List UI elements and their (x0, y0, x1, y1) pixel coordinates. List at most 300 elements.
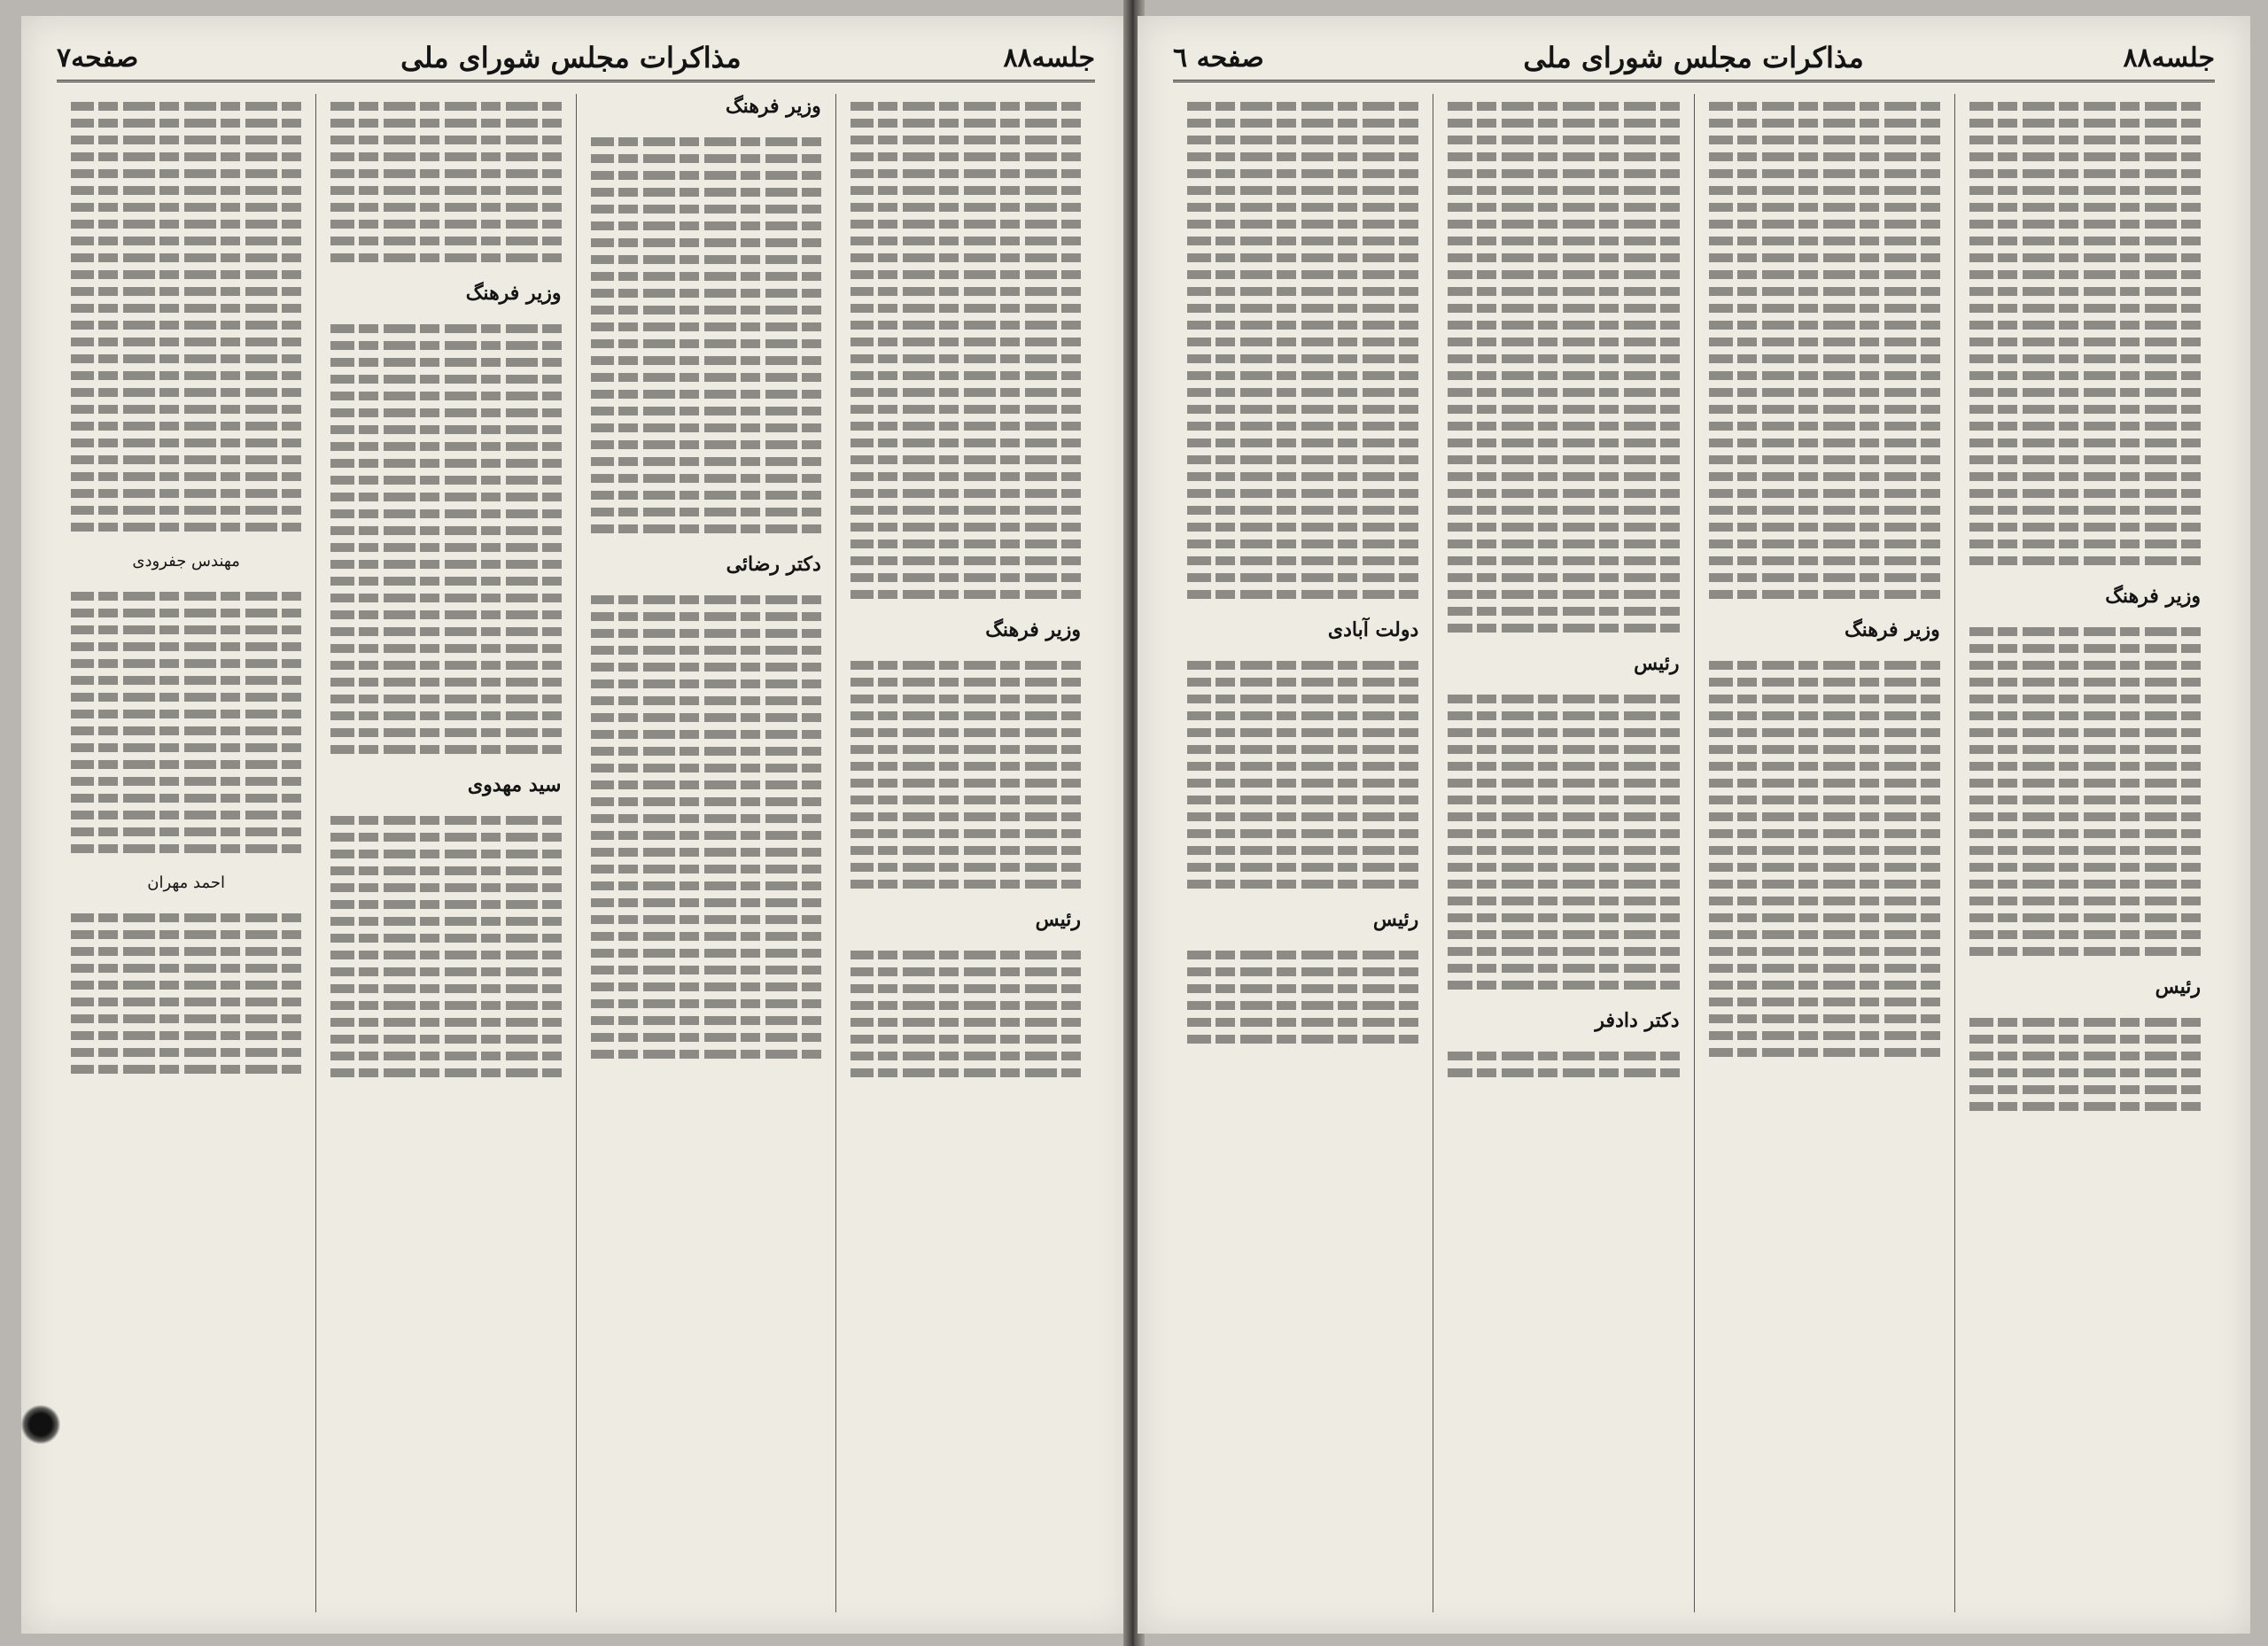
illegible-text-line (1709, 506, 1940, 515)
illegible-text-line (71, 844, 301, 853)
illegible-text-line (1709, 540, 1940, 548)
text-columns (57, 94, 1095, 1612)
illegible-text-line (591, 457, 821, 466)
illegible-text-line (1448, 728, 1679, 737)
illegible-text-line (1709, 354, 1940, 363)
illegible-text-line (1969, 439, 2201, 447)
illegible-text-line (330, 678, 561, 687)
illegible-text-line (1187, 678, 1418, 687)
illegible-text-line (850, 321, 1081, 330)
page-number: صفحه ٦ (1173, 42, 1264, 74)
illegible-text-line (1709, 304, 1940, 313)
illegible-text-line (330, 543, 561, 552)
illegible-text-line (850, 169, 1081, 178)
paragraph (850, 653, 1081, 897)
illegible-text-line (330, 627, 561, 636)
illegible-text-line (1969, 863, 2201, 872)
illegible-text-line (1969, 220, 2201, 229)
illegible-text-line (1187, 796, 1418, 804)
illegible-text-line (850, 287, 1081, 296)
illegible-text-line (1969, 745, 2201, 754)
illegible-text-line (1969, 711, 2201, 720)
illegible-text-line (1709, 321, 1940, 330)
illegible-text-line (71, 642, 301, 651)
illegible-text-line (1709, 661, 1940, 670)
illegible-text-line (850, 152, 1081, 161)
illegible-text-line (850, 678, 1081, 687)
illegible-text-line (330, 951, 561, 959)
illegible-text-line (850, 1001, 1081, 1010)
illegible-text-line (330, 203, 561, 212)
illegible-text-line (591, 646, 821, 655)
illegible-text-line (1709, 1031, 1940, 1040)
illegible-text-line (71, 981, 301, 990)
illegible-text-line (591, 831, 821, 840)
illegible-text-line (1448, 1052, 1679, 1060)
illegible-text-line (71, 287, 301, 296)
illegible-text-line (591, 679, 821, 688)
illegible-text-line (330, 984, 561, 993)
illegible-text-line (330, 1068, 561, 1077)
illegible-text-line (330, 119, 561, 128)
illegible-text-line (1448, 1068, 1679, 1077)
session-number: جلسه۸۸ (1003, 42, 1095, 74)
illegible-text-line (591, 949, 821, 958)
illegible-text-line (850, 762, 1081, 771)
illegible-text-line (1187, 304, 1418, 313)
illegible-text-line (1448, 371, 1679, 380)
illegible-text-line (71, 270, 301, 279)
illegible-text-line (1709, 998, 1940, 1006)
illegible-text-line (1448, 573, 1679, 582)
illegible-text-line (1448, 455, 1679, 464)
illegible-text-line (71, 693, 301, 702)
illegible-text-line (591, 848, 821, 857)
illegible-text-line (591, 696, 821, 705)
illegible-text-line (591, 508, 821, 516)
illegible-text-line (850, 371, 1081, 380)
illegible-text-line (850, 506, 1081, 515)
illegible-text-line (1448, 711, 1679, 720)
illegible-text-line (591, 238, 821, 247)
illegible-text-line (1969, 1085, 2201, 1094)
paragraph (1448, 687, 1679, 998)
illegible-text-line (850, 354, 1081, 363)
illegible-text-line (330, 900, 561, 909)
speaker-name: دکتر رضائی (726, 553, 821, 576)
illegible-text-line (591, 356, 821, 365)
speaker-name: وزیر فرهنگ (985, 618, 1081, 641)
illegible-text-line (1448, 981, 1679, 990)
illegible-text-line (1709, 779, 1940, 788)
illegible-text-line (330, 237, 561, 245)
illegible-text-line (850, 863, 1081, 872)
illegible-text-line (1448, 169, 1679, 178)
illegible-text-line (1709, 964, 1940, 973)
illegible-text-line (1709, 422, 1940, 431)
illegible-text-line (591, 1050, 821, 1059)
illegible-text-line (1969, 472, 2201, 481)
illegible-text-line (1709, 590, 1940, 599)
illegible-text-line (591, 966, 821, 974)
paragraph (330, 94, 561, 270)
illegible-text-line (850, 1018, 1081, 1027)
signature-line: احمد مهران (147, 873, 226, 892)
illegible-text-line (1187, 711, 1418, 720)
paragraph (1969, 1010, 2201, 1119)
illegible-text-line (591, 797, 821, 806)
illegible-text-line (1709, 152, 1940, 161)
illegible-text-line (850, 880, 1081, 889)
paragraph (850, 943, 1081, 1085)
illegible-text-line (71, 152, 301, 161)
illegible-text-line (71, 388, 301, 397)
illegible-text-line (591, 982, 821, 991)
illegible-text-line (1709, 455, 1940, 464)
page-header (57, 35, 1095, 82)
paragraph (330, 808, 561, 1085)
illegible-text-line (591, 915, 821, 924)
illegible-text-line (330, 1035, 561, 1044)
illegible-text-line (1969, 287, 2201, 296)
illegible-text-line (1969, 627, 2201, 636)
illegible-text-line (1969, 102, 2201, 111)
illegible-text-line (1448, 964, 1679, 973)
illegible-text-line (1969, 1102, 2201, 1111)
illegible-text-line (71, 998, 301, 1006)
illegible-text-line (591, 881, 821, 890)
illegible-text-line (71, 321, 301, 330)
illegible-text-line (330, 526, 561, 535)
speaker-name: رئیس (1634, 652, 1680, 675)
page-header (1173, 35, 2215, 82)
illegible-text-line (1448, 863, 1679, 872)
illegible-text-line (591, 171, 821, 180)
illegible-text-line (1709, 1014, 1940, 1023)
illegible-text-line (71, 659, 301, 668)
speaker-name: دکتر دادفر (1595, 1009, 1680, 1032)
illegible-text-line (330, 695, 561, 703)
paragraph (1709, 653, 1940, 1065)
illegible-text-line (1709, 338, 1940, 346)
illegible-text-line (1709, 556, 1940, 565)
illegible-text-line (71, 676, 301, 685)
illegible-text-line (71, 794, 301, 803)
text-column (1694, 94, 1954, 1612)
illegible-text-line (1969, 169, 2201, 178)
signature-line: مهندس جفرودی (132, 552, 240, 571)
illegible-text-line (1709, 186, 1940, 195)
illegible-text-line (1709, 678, 1940, 687)
illegible-text-line (1448, 338, 1679, 346)
illegible-text-line (71, 169, 301, 178)
illegible-text-line (1969, 880, 2201, 889)
illegible-text-line (591, 390, 821, 399)
illegible-text-line (71, 930, 301, 939)
illegible-text-line (1187, 169, 1418, 178)
illegible-text-line (1448, 119, 1679, 128)
illegible-text-line (1448, 695, 1679, 703)
illegible-text-line (1187, 728, 1418, 737)
illegible-text-line (1969, 203, 2201, 212)
illegible-text-line (71, 592, 301, 601)
illegible-text-line (1709, 745, 1940, 754)
illegible-text-line (1709, 897, 1940, 905)
illegible-text-line (71, 338, 301, 346)
illegible-text-line (1448, 186, 1679, 195)
illegible-text-line (1709, 203, 1940, 212)
illegible-text-line (330, 816, 561, 825)
illegible-text-line (850, 1035, 1081, 1044)
illegible-text-line (330, 509, 561, 518)
illegible-text-line (71, 203, 301, 212)
illegible-text-line (591, 898, 821, 907)
right-page (1138, 16, 2250, 1634)
illegible-text-line (330, 745, 561, 754)
illegible-text-line (1187, 573, 1418, 582)
illegible-text-line (850, 573, 1081, 582)
illegible-text-line (71, 371, 301, 380)
illegible-text-line (1969, 405, 2201, 414)
illegible-text-line (1969, 762, 2201, 771)
illegible-text-line (71, 422, 301, 431)
illegible-text-line (1709, 728, 1940, 737)
illegible-text-line (1709, 270, 1940, 279)
illegible-text-line (591, 306, 821, 314)
illegible-text-line (71, 472, 301, 481)
illegible-text-line (591, 764, 821, 773)
paragraph (71, 584, 301, 861)
illegible-text-line (1709, 913, 1940, 922)
illegible-text-line (1969, 354, 2201, 363)
illegible-text-line (850, 779, 1081, 788)
illegible-text-line (71, 947, 301, 956)
illegible-text-line (1187, 422, 1418, 431)
illegible-text-line (850, 253, 1081, 262)
illegible-text-line (850, 523, 1081, 532)
illegible-text-line (330, 728, 561, 737)
illegible-text-line (1448, 472, 1679, 481)
illegible-text-line (1448, 422, 1679, 431)
illegible-text-line (850, 695, 1081, 703)
illegible-text-line (1709, 762, 1940, 771)
illegible-text-line (1187, 951, 1418, 959)
illegible-text-line (1969, 489, 2201, 498)
illegible-text-line (1187, 523, 1418, 532)
illegible-text-line (330, 375, 561, 384)
illegible-text-line (330, 577, 561, 586)
illegible-text-line (1969, 237, 2201, 245)
illegible-text-line (330, 425, 561, 434)
illegible-text-line (330, 917, 561, 926)
illegible-text-line (850, 220, 1081, 229)
illegible-text-line (1709, 169, 1940, 178)
illegible-text-line (1448, 913, 1679, 922)
illegible-text-line (71, 609, 301, 617)
illegible-text-line (850, 951, 1081, 959)
illegible-text-line (71, 354, 301, 363)
illegible-text-line (330, 459, 561, 468)
illegible-text-line (1709, 489, 1940, 498)
illegible-text-line (850, 745, 1081, 754)
illegible-text-line (591, 474, 821, 483)
illegible-text-line (1448, 624, 1679, 633)
illegible-text-line (1187, 695, 1418, 703)
illegible-text-line (71, 119, 301, 128)
illegible-text-line (850, 338, 1081, 346)
speaker-name: وزیر فرهنگ (1844, 618, 1940, 641)
illegible-text-line (850, 711, 1081, 720)
illegible-text-line (1709, 220, 1940, 229)
illegible-text-line (1709, 136, 1940, 144)
illegible-text-line (1448, 745, 1679, 754)
illegible-text-line (1448, 556, 1679, 565)
illegible-text-line (591, 188, 821, 197)
illegible-text-line (591, 289, 821, 298)
illegible-text-line (71, 1014, 301, 1023)
illegible-text-line (71, 439, 301, 447)
illegible-text-line (1187, 762, 1418, 771)
illegible-text-line (591, 730, 821, 739)
illegible-text-line (850, 661, 1081, 670)
paragraph (591, 129, 821, 541)
speaker-name: سید مهدوی (467, 773, 562, 796)
illegible-text-line (330, 661, 561, 670)
illegible-text-line (850, 119, 1081, 128)
running-title: مذاکرات مجلس شورای ملی (1523, 41, 1864, 74)
illegible-text-line (1187, 287, 1418, 296)
illegible-text-line (1187, 439, 1418, 447)
illegible-text-line (1709, 711, 1940, 720)
illegible-text-line (330, 644, 561, 653)
paragraph (1187, 94, 1418, 607)
illegible-text-line (1448, 287, 1679, 296)
illegible-text-line (71, 913, 301, 922)
illegible-text-line (850, 388, 1081, 397)
text-columns (1173, 94, 2215, 1612)
illegible-text-line (1448, 304, 1679, 313)
illegible-text-line (850, 455, 1081, 464)
illegible-text-line (1187, 590, 1418, 599)
illegible-text-line (330, 220, 561, 229)
illegible-text-line (850, 203, 1081, 212)
illegible-text-line (1187, 1001, 1418, 1010)
text-column (57, 94, 315, 1612)
paragraph (1187, 943, 1418, 1052)
illegible-text-line (1187, 136, 1418, 144)
speaker-name: دولت آبادی (1327, 618, 1419, 641)
illegible-text-line (1187, 321, 1418, 330)
illegible-text-line (71, 523, 301, 532)
illegible-text-line (330, 169, 561, 178)
illegible-text-line (330, 883, 561, 892)
illegible-text-line (1969, 304, 2201, 313)
illegible-text-line (850, 984, 1081, 993)
illegible-text-line (1969, 119, 2201, 128)
illegible-text-line (591, 491, 821, 500)
illegible-text-line (330, 1001, 561, 1010)
paragraph (1448, 1044, 1679, 1085)
text-column (1433, 94, 1693, 1612)
speaker-name: وزیر فرهنگ (465, 282, 562, 305)
illegible-text-line (330, 850, 561, 858)
illegible-text-line (330, 253, 561, 262)
ink-blot (21, 1405, 60, 1444)
illegible-text-line (591, 407, 821, 415)
illegible-text-line (1187, 338, 1418, 346)
illegible-text-line (1448, 523, 1679, 532)
illegible-text-line (591, 629, 821, 638)
illegible-text-line (1969, 422, 2201, 431)
text-column (315, 94, 575, 1612)
paragraph (71, 94, 301, 540)
illegible-text-line (1187, 745, 1418, 754)
illegible-text-line (850, 796, 1081, 804)
text-column (576, 94, 835, 1612)
illegible-text-line (1187, 661, 1418, 670)
illegible-text-line (1448, 812, 1679, 821)
illegible-text-line (1448, 607, 1679, 616)
illegible-text-line (1187, 220, 1418, 229)
paragraph (850, 94, 1081, 607)
illegible-text-line (71, 827, 301, 836)
illegible-text-line (1448, 489, 1679, 498)
illegible-text-line (1448, 354, 1679, 363)
illegible-text-line (850, 967, 1081, 976)
illegible-text-line (330, 392, 561, 400)
illegible-text-line (1187, 472, 1418, 481)
illegible-text-line (850, 102, 1081, 111)
paragraph (1709, 94, 1940, 607)
illegible-text-line (1709, 371, 1940, 380)
illegible-text-line (330, 186, 561, 195)
illegible-text-line (1187, 540, 1418, 548)
paragraph (330, 316, 561, 762)
illegible-text-line (1448, 897, 1679, 905)
illegible-text-line (1709, 863, 1940, 872)
illegible-text-line (1448, 136, 1679, 144)
illegible-text-line (1709, 947, 1940, 956)
illegible-text-line (1187, 812, 1418, 821)
illegible-text-line (1448, 829, 1679, 838)
illegible-text-line (1187, 203, 1418, 212)
illegible-text-line (591, 595, 821, 604)
illegible-text-line (1187, 405, 1418, 414)
illegible-text-line (1969, 506, 2201, 515)
illegible-text-line (591, 154, 821, 163)
paragraph (1187, 653, 1418, 897)
illegible-text-line (591, 999, 821, 1008)
illegible-text-line (1709, 930, 1940, 939)
illegible-text-line (1187, 388, 1418, 397)
paragraph (591, 587, 821, 1067)
illegible-text-line (1969, 661, 2201, 670)
illegible-text-line (330, 358, 561, 367)
illegible-text-line (71, 136, 301, 144)
illegible-text-line (1187, 119, 1418, 128)
illegible-text-line (1187, 371, 1418, 380)
illegible-text-line (71, 237, 301, 245)
illegible-text-line (1969, 695, 2201, 703)
illegible-text-line (1709, 439, 1940, 447)
illegible-text-line (1448, 796, 1679, 804)
illegible-text-line (850, 1068, 1081, 1077)
illegible-text-line (1187, 829, 1418, 838)
illegible-text-line (1969, 779, 2201, 788)
illegible-text-line (1448, 102, 1679, 111)
speaker-name: رئیس (1372, 908, 1419, 931)
illegible-text-line (71, 102, 301, 111)
